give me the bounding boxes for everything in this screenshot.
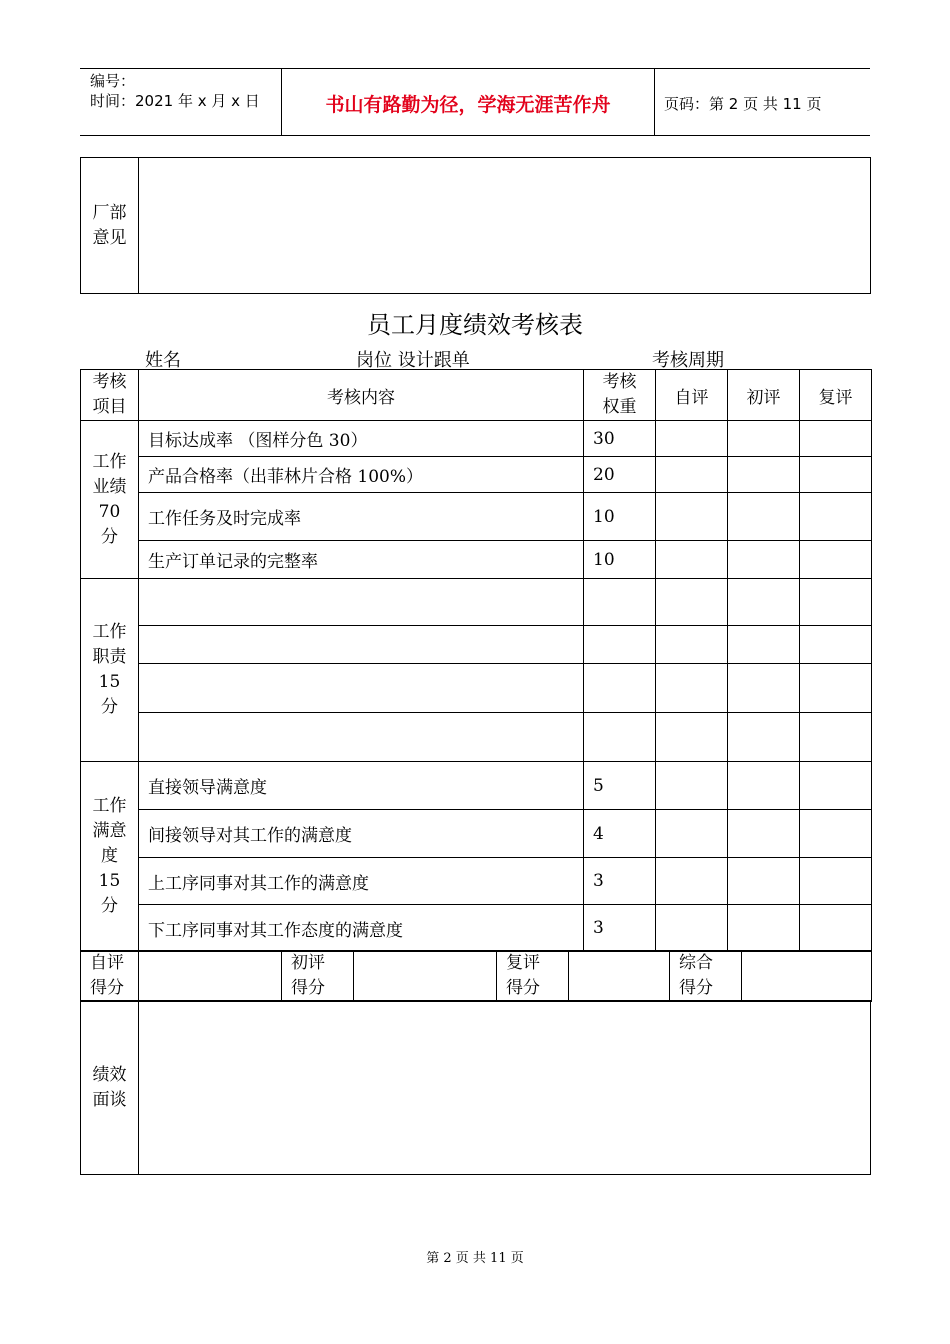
header-top-rule	[80, 68, 870, 69]
total-score-field[interactable]	[742, 951, 872, 1002]
sat-label-3: 度	[101, 846, 118, 866]
sat-content-1: 直接领导满意度	[139, 762, 584, 810]
doc-number-label: 编号：	[90, 72, 136, 90]
duty-self-2[interactable]	[656, 626, 728, 664]
perf-initial-1[interactable]	[728, 421, 800, 457]
duty-content-2[interactable]	[139, 626, 584, 664]
section-duty-label	[81, 579, 139, 762]
sat-initial-4[interactable]	[728, 905, 800, 952]
interview-table	[80, 1000, 871, 1175]
col-item-header-2: 项目	[92, 397, 127, 417]
sat-initial-3[interactable]	[728, 858, 800, 905]
factory-opinion-field[interactable]	[139, 158, 871, 294]
sat-label-2: 满意	[92, 821, 127, 841]
perf-weight-1: 30	[584, 421, 656, 457]
sat-weight-3: 3	[584, 858, 656, 905]
period-label: 考核周期	[652, 350, 724, 371]
initial-score-label-2: 得分	[291, 978, 325, 998]
table-row	[81, 664, 872, 713]
sat-content-4: 下工序同事对其工作态度的满意度	[139, 905, 584, 952]
section-satisfaction-label	[81, 762, 139, 952]
perf-review-3[interactable]	[800, 493, 872, 541]
initial-score-label	[282, 951, 354, 1002]
review-score-label-2: 得分	[506, 978, 540, 998]
perf-self-2[interactable]	[656, 457, 728, 493]
perf-content-1: 目标达成率 （图样分色 30）	[139, 421, 584, 457]
total-score-label-1: 综合	[679, 953, 713, 973]
perf-weight-2: 20	[584, 457, 656, 493]
assessment-table	[80, 369, 872, 952]
duty-review-1[interactable]	[800, 579, 872, 626]
header-row	[81, 370, 872, 421]
duty-initial-2[interactable]	[728, 626, 800, 664]
sat-initial-2[interactable]	[728, 810, 800, 858]
duty-weight-3[interactable]	[584, 664, 656, 713]
perf-initial-2[interactable]	[728, 457, 800, 493]
table-row	[81, 858, 872, 905]
duty-content-3[interactable]	[139, 664, 584, 713]
perf-review-4[interactable]	[800, 541, 872, 579]
name-label: 姓名	[145, 350, 181, 371]
page-footer: 第 2 页 共 11 页	[426, 1251, 524, 1266]
header-divider-right	[654, 68, 655, 136]
table-row	[81, 905, 872, 952]
self-score-label-2: 得分	[90, 978, 124, 998]
duty-label-4: 分	[101, 697, 118, 717]
duty-self-1[interactable]	[656, 579, 728, 626]
review-score-field[interactable]	[569, 951, 670, 1002]
perf-label-2: 业绩	[92, 476, 127, 497]
sat-weight-1: 5	[584, 762, 656, 810]
perf-content-3: 工作任务及时完成率	[139, 493, 584, 541]
self-score-label	[81, 951, 139, 1002]
factory-opinion-label-1: 厂部	[92, 202, 127, 223]
table-row	[81, 541, 872, 579]
factory-opinion-label	[81, 158, 139, 294]
total-score-label	[670, 951, 742, 1002]
perf-label-4: 分	[101, 526, 118, 547]
position-label: 岗位 设计跟单	[356, 350, 470, 371]
header-bottom-rule	[80, 135, 870, 136]
col-item-header-1: 考核	[92, 372, 127, 392]
sat-self-3[interactable]	[656, 858, 728, 905]
table-row	[81, 810, 872, 858]
perf-label-1: 工作	[92, 451, 127, 472]
interview-label-2: 面谈	[92, 1089, 127, 1110]
header-motto: 书山有路勤为径，学海无涯苦作舟	[325, 94, 611, 116]
sat-content-2: 间接领导对其工作的满意度	[139, 810, 584, 858]
section-performance-label	[81, 421, 139, 579]
table-row	[81, 626, 872, 664]
duty-content-4[interactable]	[139, 713, 584, 762]
duty-weight-1[interactable]	[584, 579, 656, 626]
perf-review-1[interactable]	[800, 421, 872, 457]
duty-initial-3[interactable]	[728, 664, 800, 713]
sat-initial-1[interactable]	[728, 762, 800, 810]
table-row	[81, 762, 872, 810]
duty-self-4[interactable]	[656, 713, 728, 762]
perf-content-4: 生产订单记录的完整率	[139, 541, 584, 579]
duty-self-3[interactable]	[656, 664, 728, 713]
perf-self-4[interactable]	[656, 541, 728, 579]
sat-self-2[interactable]	[656, 810, 728, 858]
sat-review-3[interactable]	[800, 858, 872, 905]
col-weight-header	[584, 370, 656, 421]
sat-weight-2: 4	[584, 810, 656, 858]
factory-opinion-label-2: 意见	[92, 227, 127, 248]
duty-weight-2[interactable]	[584, 626, 656, 664]
scores-table	[80, 950, 872, 1002]
self-score-field[interactable]	[139, 951, 282, 1002]
sat-weight-4: 3	[584, 905, 656, 952]
duty-review-3[interactable]	[800, 664, 872, 713]
form-title: 员工月度绩效考核表	[367, 311, 583, 339]
sat-review-1[interactable]	[800, 762, 872, 810]
duty-content-1[interactable]	[139, 579, 584, 626]
col-self-header: 自评	[656, 370, 728, 421]
perf-weight-4: 10	[584, 541, 656, 579]
perf-weight-3: 10	[584, 493, 656, 541]
table-row	[81, 493, 872, 541]
review-score-label	[497, 951, 569, 1002]
duty-initial-4[interactable]	[728, 713, 800, 762]
sat-label-1: 工作	[92, 796, 127, 816]
table-row	[81, 457, 872, 493]
factory-opinion-table	[80, 157, 871, 294]
sat-label-5: 分	[101, 896, 118, 916]
table-row	[81, 579, 872, 626]
interview-label	[81, 1001, 139, 1175]
sat-label-4: 15	[98, 871, 121, 891]
duty-initial-1[interactable]	[728, 579, 800, 626]
sat-review-2[interactable]	[800, 810, 872, 858]
col-content-header: 考核内容	[139, 370, 584, 421]
table-row	[81, 421, 872, 457]
initial-score-label-1: 初评	[291, 953, 325, 973]
interview-label-1: 绩效	[92, 1064, 127, 1085]
self-score-label-1: 自评	[90, 953, 124, 973]
sat-self-4[interactable]	[656, 905, 728, 952]
initial-score-field[interactable]	[354, 951, 497, 1002]
perf-content-2: 产品合格率（出菲林片合格 100%）	[139, 457, 584, 493]
duty-review-2[interactable]	[800, 626, 872, 664]
interview-field[interactable]	[139, 1001, 871, 1175]
perf-label-3: 70	[98, 501, 121, 522]
total-score-label-2: 得分	[679, 978, 713, 998]
header-page-info: 页码：第 2 页 共 11 页	[664, 95, 822, 113]
table-row	[81, 713, 872, 762]
duty-label-2: 职责	[92, 647, 127, 667]
sat-self-1[interactable]	[656, 762, 728, 810]
sat-content-3: 上工序同事对其工作的满意度	[139, 858, 584, 905]
perf-self-1[interactable]	[656, 421, 728, 457]
col-weight-header-1: 考核	[602, 372, 637, 392]
col-item-header	[81, 370, 139, 421]
perf-initial-4[interactable]	[728, 541, 800, 579]
perf-self-3[interactable]	[656, 493, 728, 541]
col-initial-header: 初评	[728, 370, 800, 421]
duty-weight-4[interactable]	[584, 713, 656, 762]
perf-review-2[interactable]	[800, 457, 872, 493]
col-review-header: 复评	[800, 370, 872, 421]
doc-time-label: 时间：2021 年 x 月 x 日	[90, 92, 260, 110]
col-weight-header-2: 权重	[602, 397, 637, 417]
sat-review-4[interactable]	[800, 905, 872, 952]
review-score-label-1: 复评	[506, 953, 540, 973]
duty-label-3: 15	[98, 672, 121, 692]
duty-label-1: 工作	[92, 622, 127, 642]
perf-initial-3[interactable]	[728, 493, 800, 541]
duty-review-4[interactable]	[800, 713, 872, 762]
